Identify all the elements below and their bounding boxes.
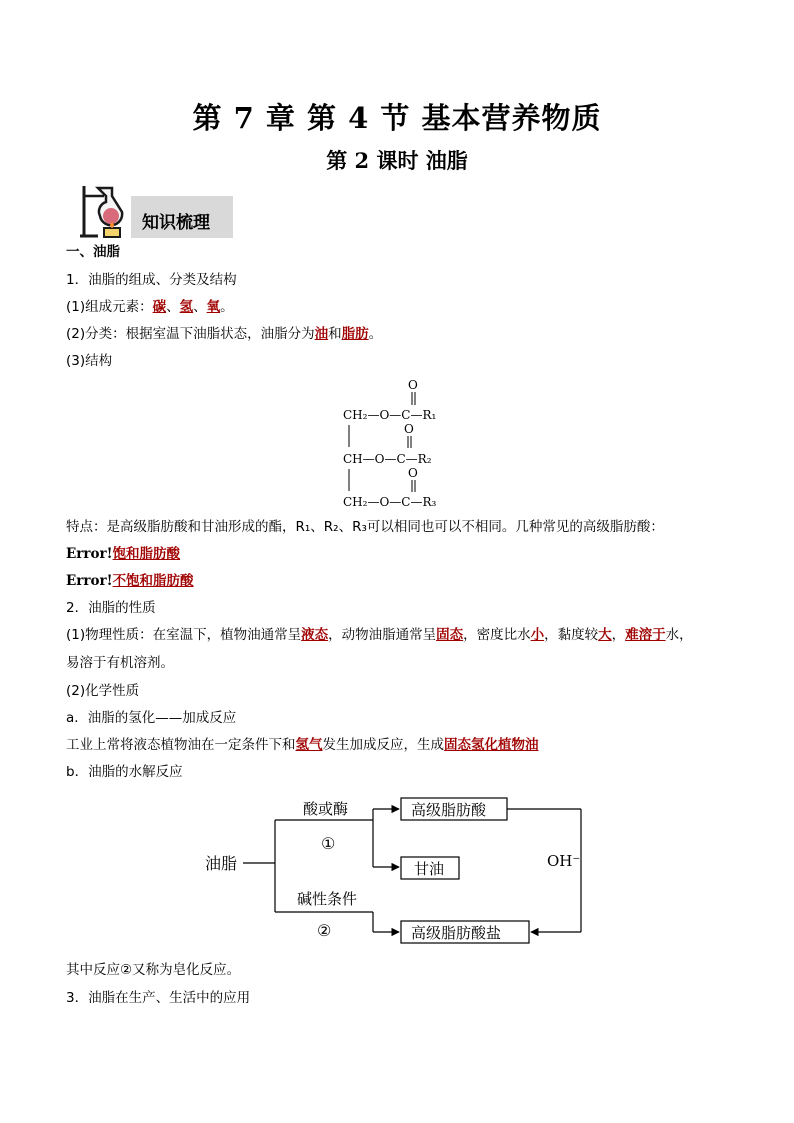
answer-liquid: 液态 [301, 627, 329, 643]
hydrolysis-diagram [195, 792, 595, 950]
answer-carbon: 碳 [152, 299, 167, 315]
answer-insoluble: 难溶于 [625, 627, 666, 643]
period: 。 [220, 299, 234, 315]
physical-prefix: (1)物理性质：在室温下，植物油通常呈 [66, 627, 302, 643]
answer-hydrogen: 氢 [179, 299, 194, 315]
text: ，动物油脂通常呈 [328, 627, 437, 643]
composition-line [66, 298, 234, 316]
section-badge-label: 知识梳理 [142, 213, 210, 233]
answer-fat: 脂肪 [341, 326, 369, 342]
separator: 、 [193, 299, 207, 315]
section-1-title: 1．油脂的组成、分类及结构 [66, 272, 237, 288]
oil-node: 油脂 [205, 854, 238, 873]
answer-saturated-fatty-acid: 饱和脂肪酸 [112, 546, 181, 562]
answer-solid: 固态 [436, 627, 464, 643]
answer-oil: 油 [314, 326, 329, 342]
text: ， [611, 627, 626, 643]
oxygen-label: O [404, 422, 414, 436]
oxygen-label: O [408, 466, 418, 480]
page-subtitle: 第 2 课时 油脂 [326, 148, 468, 173]
saponification-note: 其中反应②又称为皂化反应。 [66, 962, 241, 978]
answer-large: 大 [598, 627, 612, 643]
separator: 、 [166, 299, 180, 315]
answer-hydrogen-gas: 氢气 [295, 737, 323, 753]
hydroxide-label: OH⁻ [547, 852, 581, 870]
section-3-title: 3．油脂在生产、生活中的应用 [66, 990, 251, 1006]
text: 发生加成反应，生成 [322, 737, 444, 753]
section-2-title: 2．油脂的性质 [66, 600, 156, 616]
condition-acid-or-enzyme: 酸或酶 [303, 800, 349, 818]
reaction-number-1: ① [321, 834, 336, 853]
triglyceride-structure [335, 375, 465, 515]
text: 水， [665, 627, 693, 643]
answer-unsaturated-fatty-acid: 不饱和脂肪酸 [112, 573, 194, 589]
condition-alkaline: 碱性条件 [297, 890, 358, 908]
formula-row-1: CH₂—O—C—R₁ [343, 408, 437, 422]
formula-row-3: CH₂—O—C—R₃ [343, 495, 437, 509]
product-fatty-acid-salt: 高级脂肪酸盐 [411, 924, 502, 942]
physical-properties-line [66, 626, 693, 644]
structure-heading: (3)结构 [66, 353, 113, 369]
hydrogenation-line [66, 736, 539, 754]
answer-hydrogenated-oil: 固态氢化植物油 [444, 737, 539, 753]
lab-flask-icon [78, 182, 130, 240]
classification-line [66, 325, 382, 343]
hydrolysis-heading: b．油脂的水解反应 [66, 764, 183, 780]
product-fatty-acid: 高级脂肪酸 [411, 801, 487, 819]
period: 。 [368, 326, 383, 342]
page-title: 第 7 章 第 4 节 基本营养物质 [192, 101, 602, 135]
text: ，密度比水 [463, 627, 531, 643]
answer-oxygen: 氧 [206, 299, 221, 315]
heading-oils: 一、油脂 [66, 244, 120, 260]
error-line-2 [66, 572, 194, 590]
classification-prefix: (2)分类：根据室温下油脂状态，油脂分为 [66, 326, 315, 342]
hydrogenation-heading: a．油脂的氢化——加成反应 [66, 710, 237, 726]
physical-properties-line-2: 易溶于有机溶剂。 [66, 655, 174, 671]
product-glycerol: 甘油 [414, 860, 445, 878]
error-line-1 [66, 545, 180, 563]
feature-line: 特点：是高级脂肪酸和甘油形成的酯，R₁、R₂、R₃可以相同也可以不相同。几种常见的高级脂肪酸： [66, 519, 664, 535]
answer-small: 小 [530, 627, 545, 643]
conjunction: 和 [328, 326, 342, 342]
reaction-number-2: ② [317, 921, 332, 940]
formula-row-2: CH—O—C—R₂ [343, 452, 432, 466]
text: ，黏度较 [544, 627, 599, 643]
error-label: Error! [66, 546, 113, 562]
error-label: Error! [66, 573, 113, 589]
chemical-properties-heading: (2)化学性质 [66, 683, 140, 699]
oxygen-label: O [408, 378, 418, 392]
text: 工业上常将液态植物油在一定条件下和 [66, 737, 296, 753]
composition-prefix: (1)组成元素： [66, 299, 153, 315]
